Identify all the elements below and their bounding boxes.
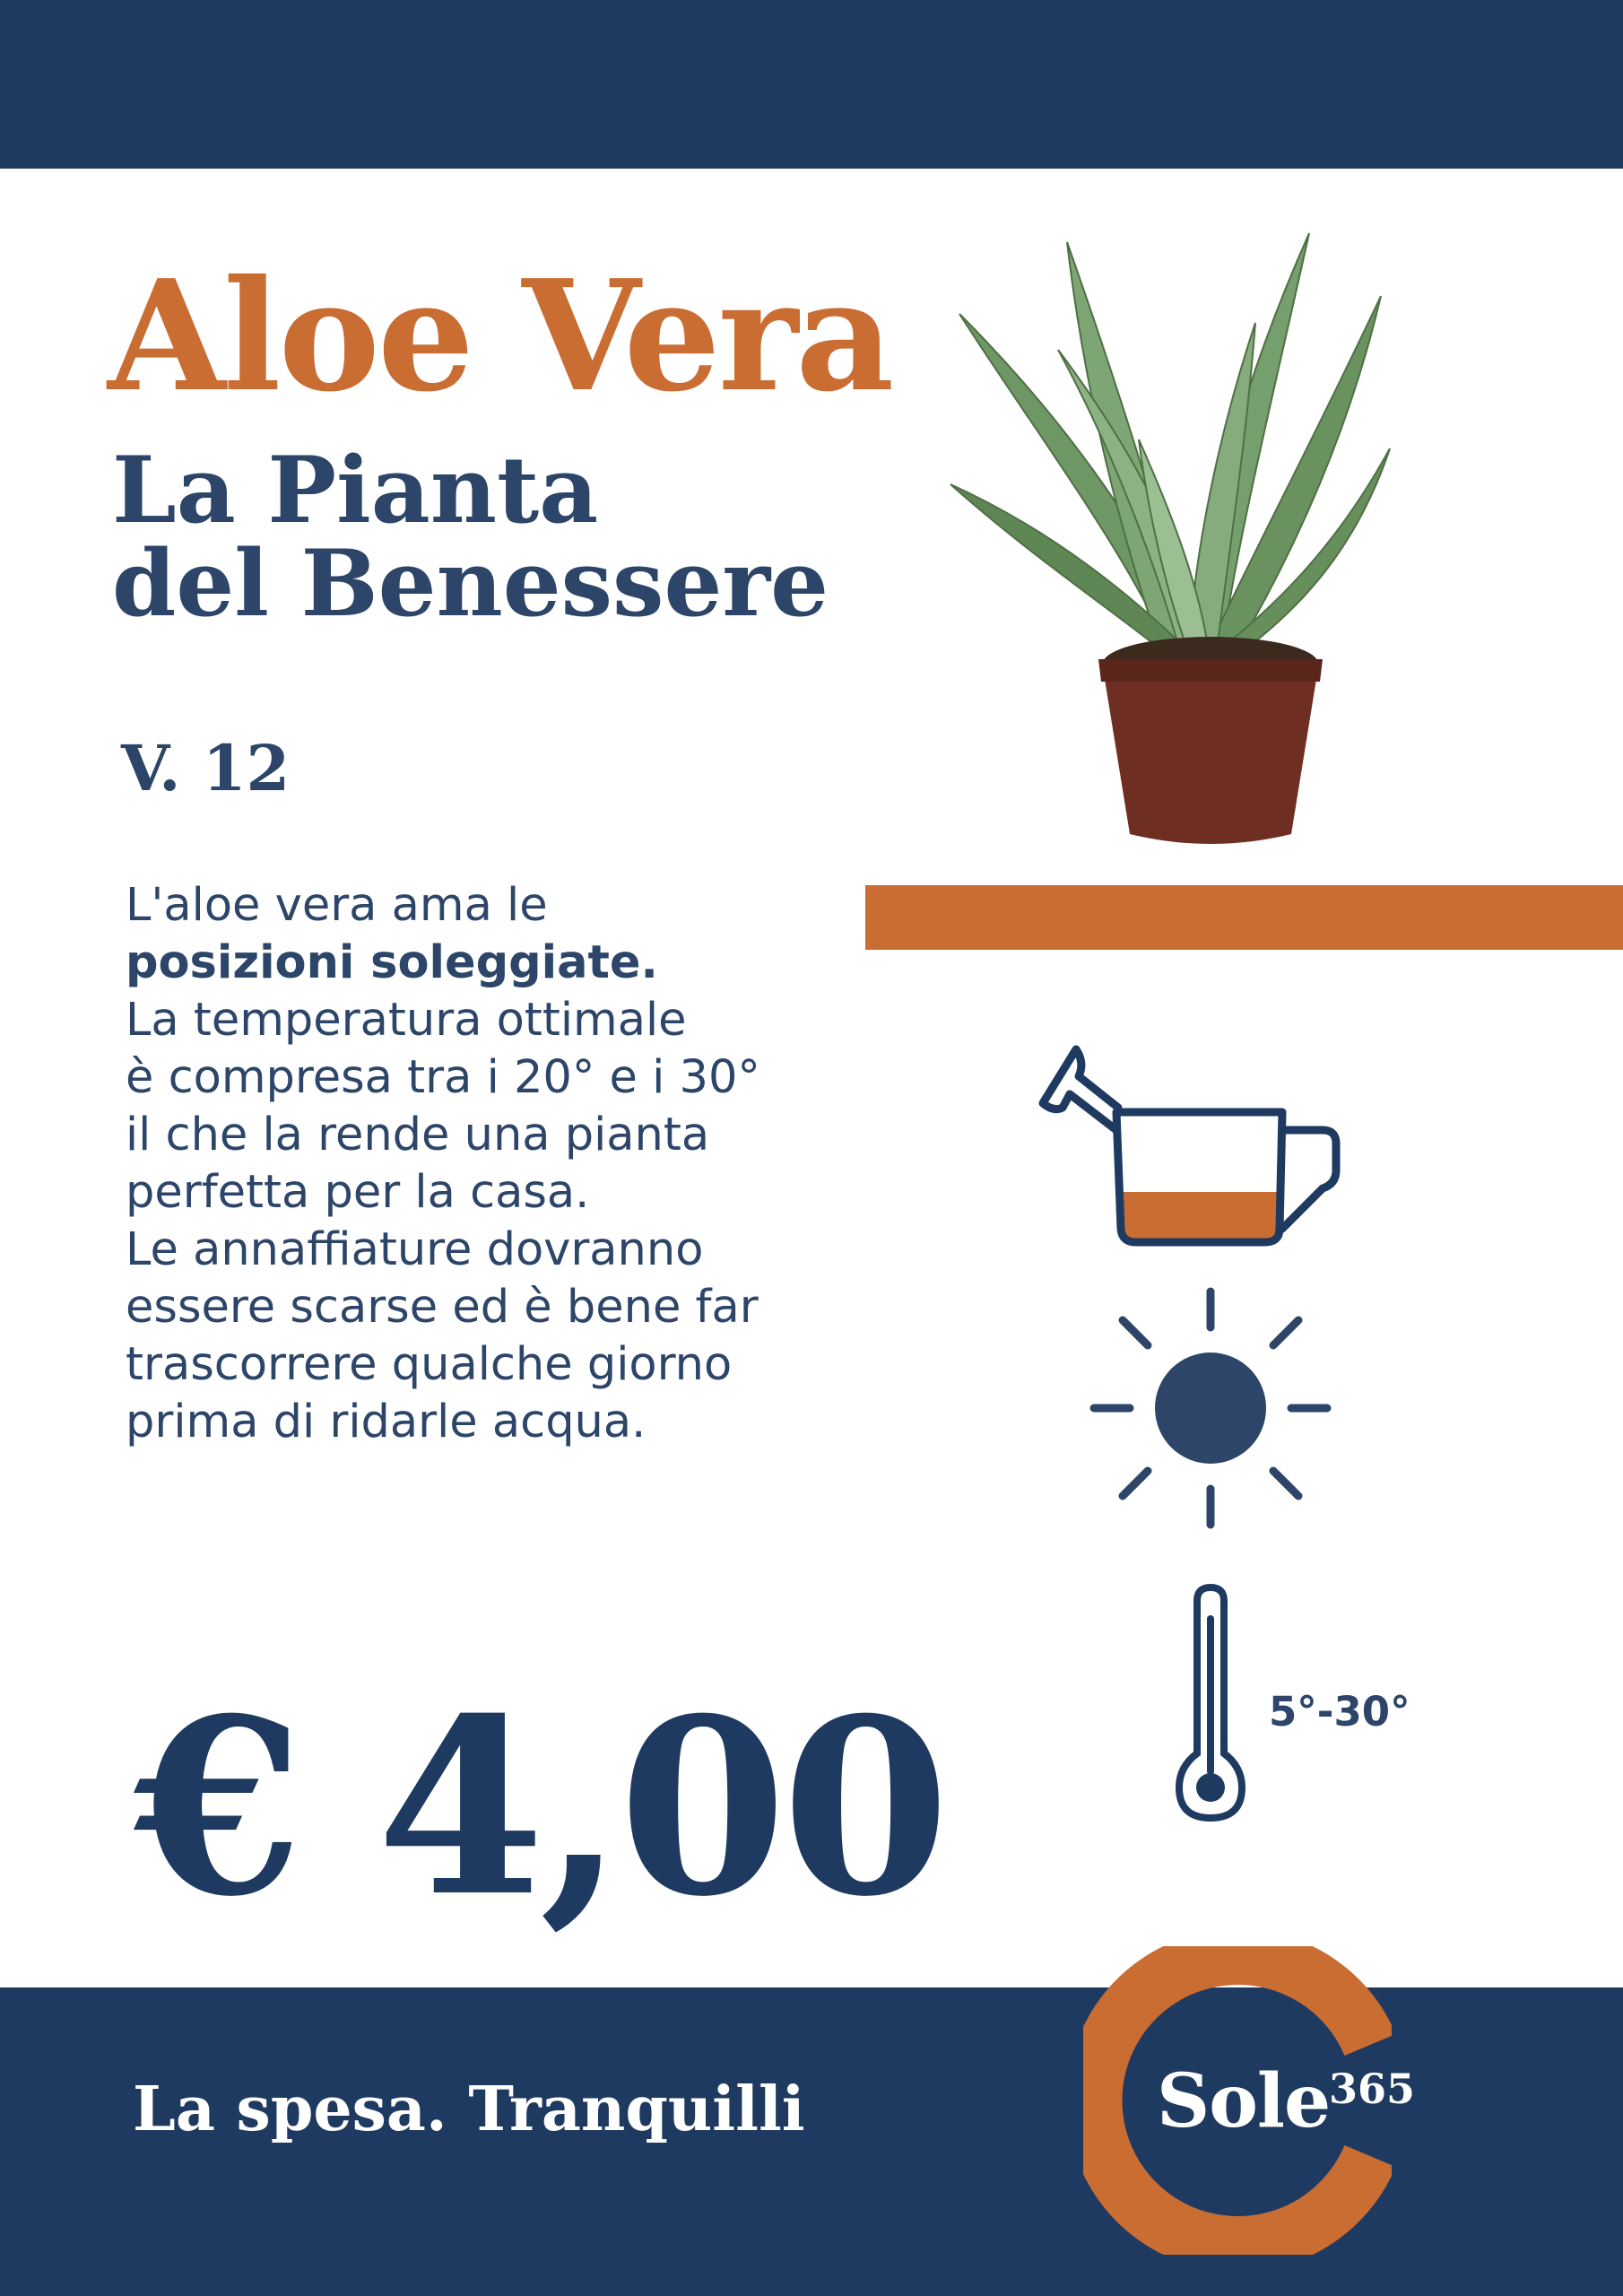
desc-line: è compresa tra i 20° e i 30°	[126, 1051, 760, 1104]
product-subtitle	[112, 437, 829, 639]
orange-accent-bar	[865, 885, 1623, 950]
temperature-range-label: 5°-30°	[1269, 1688, 1410, 1735]
product-title: Aloe Vera	[108, 247, 892, 426]
sun-icon	[1085, 1283, 1336, 1534]
desc-line: La temperatura ottimale	[126, 994, 687, 1047]
watering-can-icon	[1036, 1040, 1358, 1256]
desc-line: prima di ridarle acqua.	[126, 1396, 647, 1448]
product-code: V. 12	[121, 731, 291, 805]
subtitle-line-1: La Pianta	[112, 437, 599, 544]
logo-text: Sole	[1157, 2058, 1331, 2144]
desc-line: il che la rende una pianta	[126, 1109, 710, 1161]
product-price: € 4,00	[135, 1665, 945, 1950]
desc-line: Le annaffiature dovranno	[126, 1223, 704, 1276]
product-description	[126, 877, 843, 1451]
logo-superscript: 365	[1329, 2065, 1416, 2113]
subtitle-line-2: del Benessere	[112, 530, 829, 639]
aloe-plant-image	[933, 215, 1417, 861]
desc-line: essere scarse ed è bene far	[126, 1281, 759, 1334]
desc-line: perfetta per la casa.	[126, 1166, 590, 1219]
desc-line-bold: posizioni soleggiate.	[126, 936, 658, 989]
footer-slogan: La spesa. Tranquilli	[133, 2074, 805, 2145]
desc-line: L'aloe vera ama le	[126, 879, 548, 932]
thermometer-icon	[1170, 1583, 1251, 1825]
top-band	[0, 0, 1623, 169]
desc-line: trascorrere qualche giorno	[126, 1338, 733, 1391]
